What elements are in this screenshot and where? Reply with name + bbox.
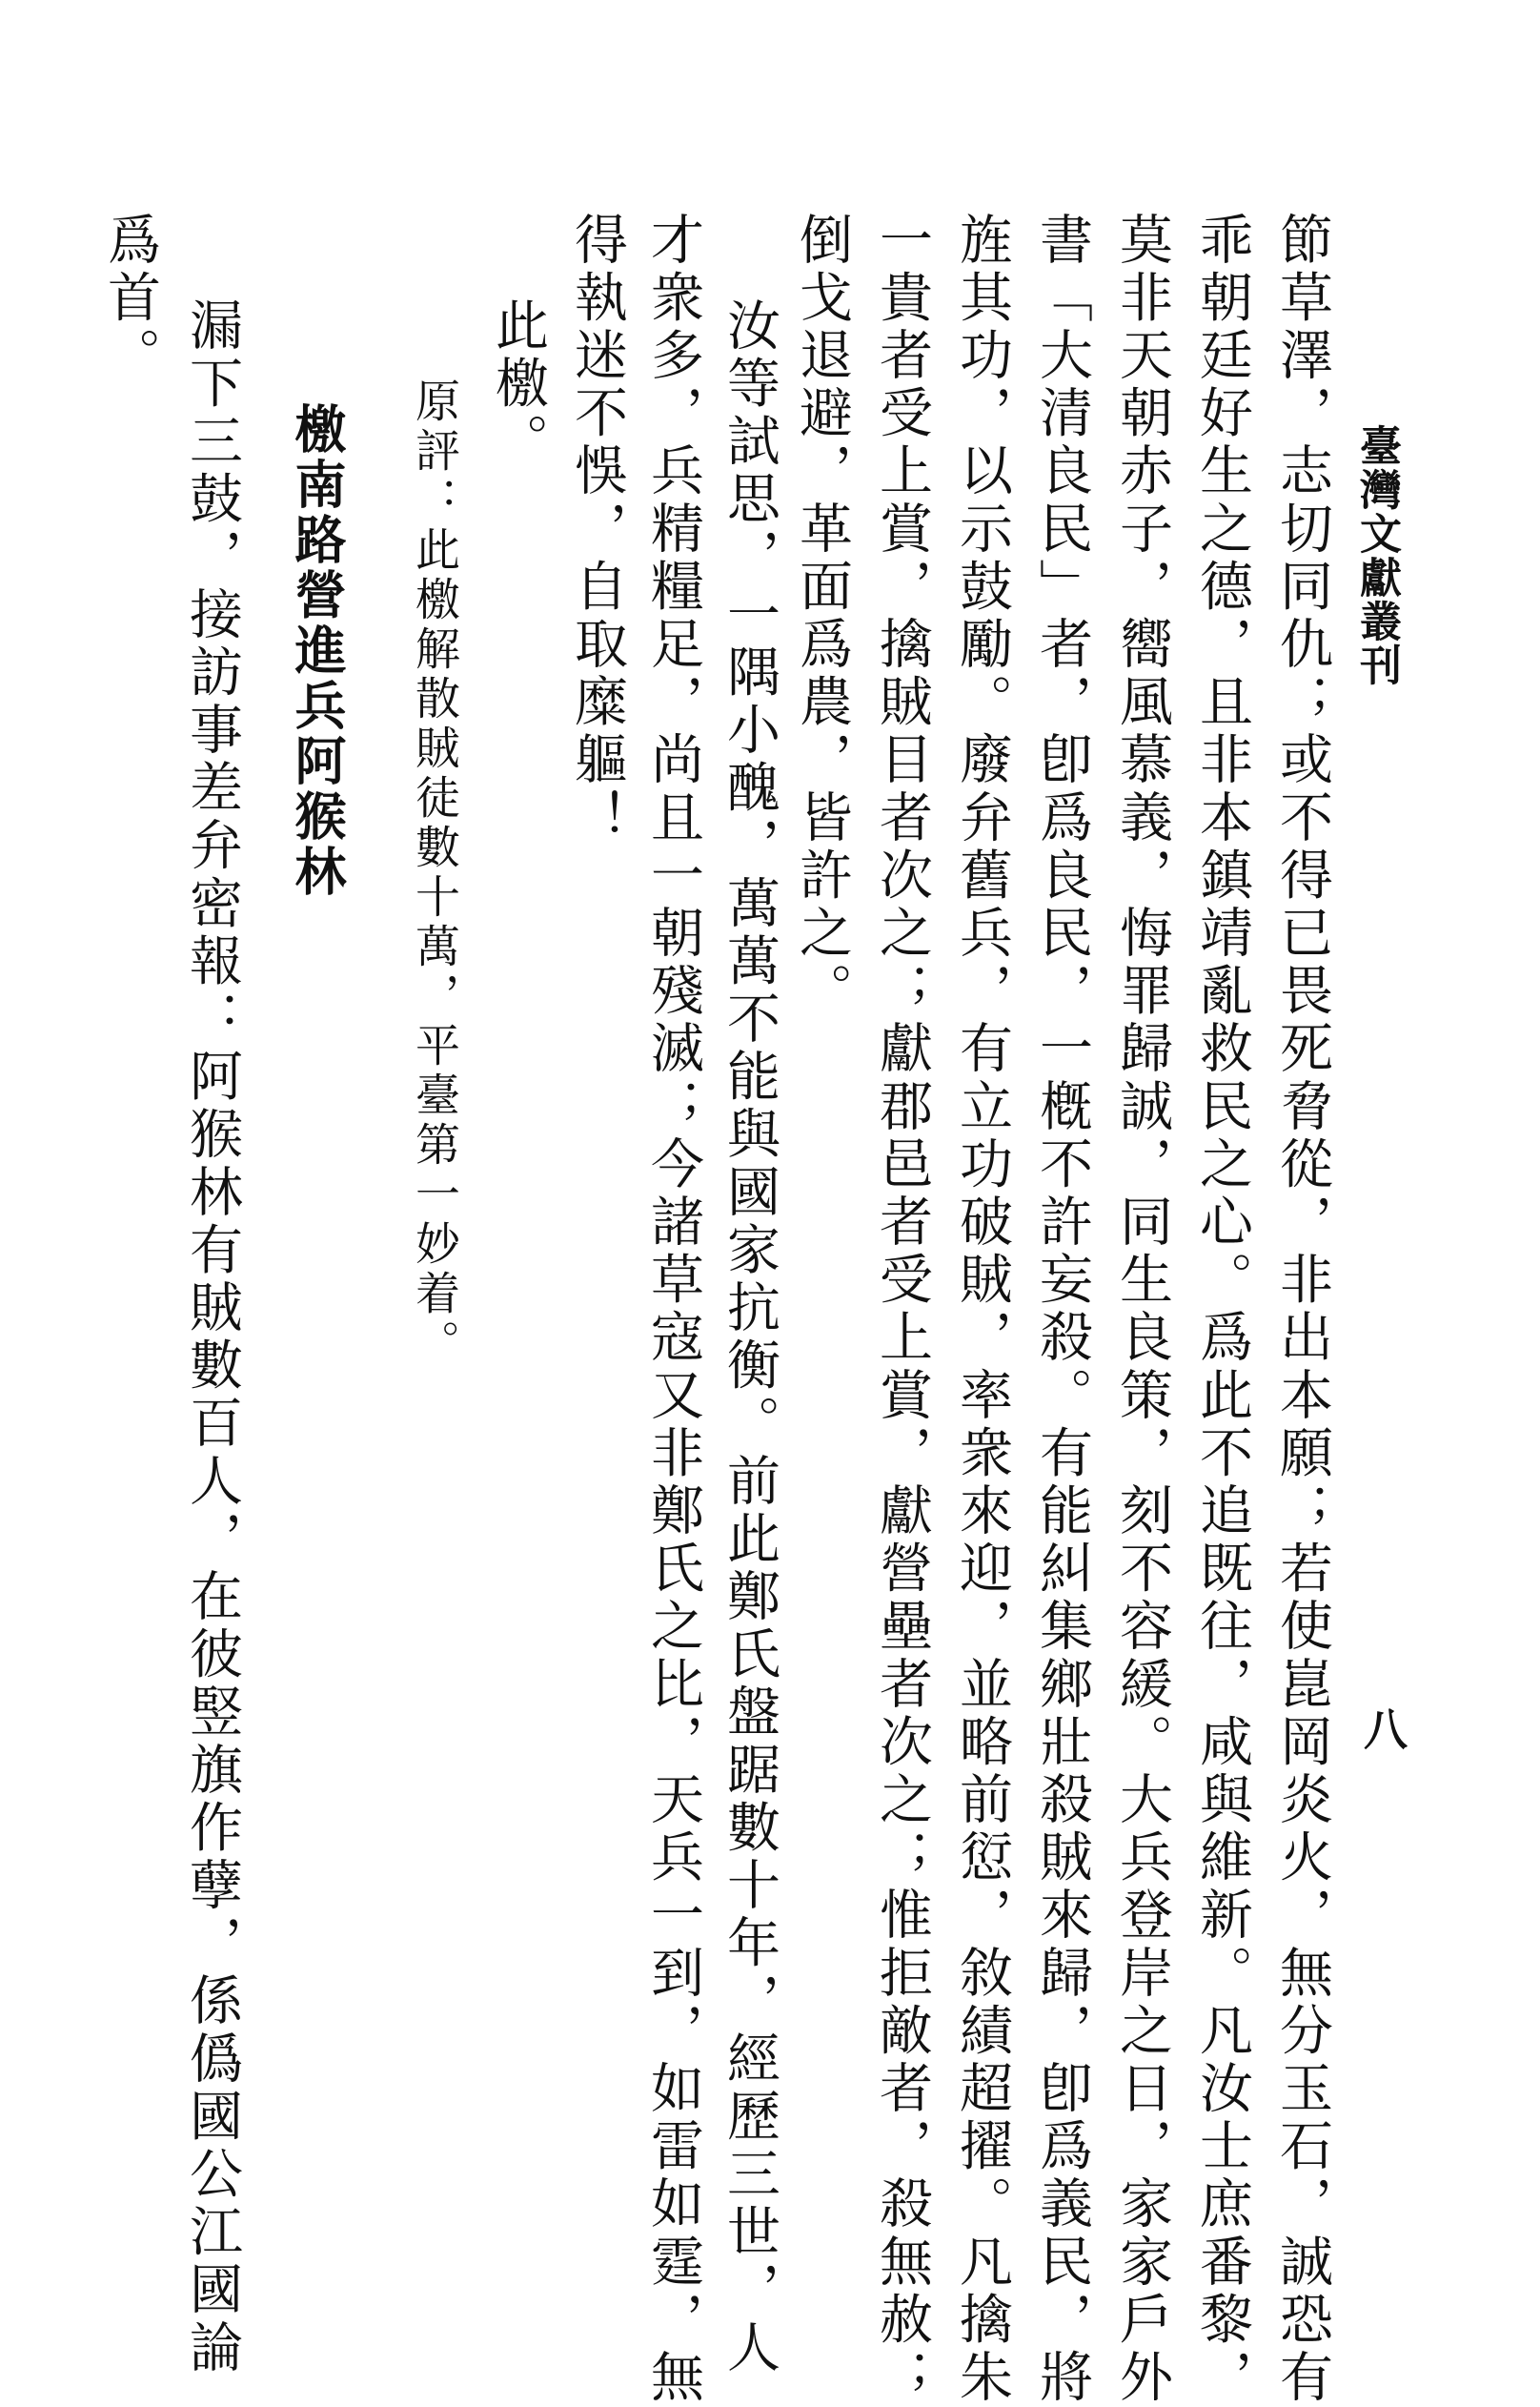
commentary-column: 原評：此檄解散賊徒數十萬，平臺第一妙着。 — [408, 377, 460, 1369]
text-column-5: 旌其功，以示鼓勵。廢弁舊兵，有立功破賊，率衆來迎，並略前愆，敘績超擢。凡擒朱 — [951, 212, 1013, 2407]
text-column-7: 倒戈退避，革面爲農，皆許之。 — [791, 212, 853, 1021]
text-column-11: 此檄。 — [487, 297, 549, 471]
page-number: 八 — [1357, 1706, 1408, 1750]
text-column-8: 汝等試思，一隅小醜，萬萬不能與國家抗衡。前此鄭氏盤踞數十年，經歷三世，人 — [719, 297, 780, 2377]
running-header-title: 臺灣文獻叢刊 — [1352, 424, 1401, 687]
text-column-4: 書「大清良民」者，卽爲良民，一槪不許妄殺。有能糾集鄉壯殺賊來歸，卽爲義民，將 — [1031, 212, 1093, 2407]
text-column-10: 得執迷不悞，自取糜軀！ — [566, 212, 628, 847]
text-column-12: 漏下三鼓，接訪事差弁密報：阿猴林有賊數百人，在彼竪旗作孽，係僞國公江國論 — [181, 297, 243, 2377]
text-column-3: 莫非天朝赤子，嚮風慕義，悔罪歸誠，同生良策，刻不容緩。大兵登岸之日，家家戶外 — [1111, 212, 1173, 2407]
text-column-1: 節草澤，志切同仇；或不得已畏死脅從，非出本願；若使崑岡炎火，無分玉石，誠恐有 — [1271, 212, 1333, 2407]
text-column-6: 一貴者受上賞，擒賊目者次之；獻郡邑者受上賞，獻營壘者次之；惟拒敵者，殺無赦； — [871, 212, 933, 2407]
text-column-9: 才衆多，兵精糧足，尚且一朝殘滅；今諸草寇又非鄭氏之比，天兵一到，如雷如霆，無 — [642, 212, 704, 2407]
section-heading: 檄南路營進兵阿猴林 — [287, 402, 348, 900]
text-column-13: 爲首。 — [99, 212, 161, 385]
text-column-2: 乖朝廷好生之德，且非本鎮靖亂救民之心。爲此不追既往，咸與維新。凡汝士庶番黎， — [1191, 212, 1253, 2407]
